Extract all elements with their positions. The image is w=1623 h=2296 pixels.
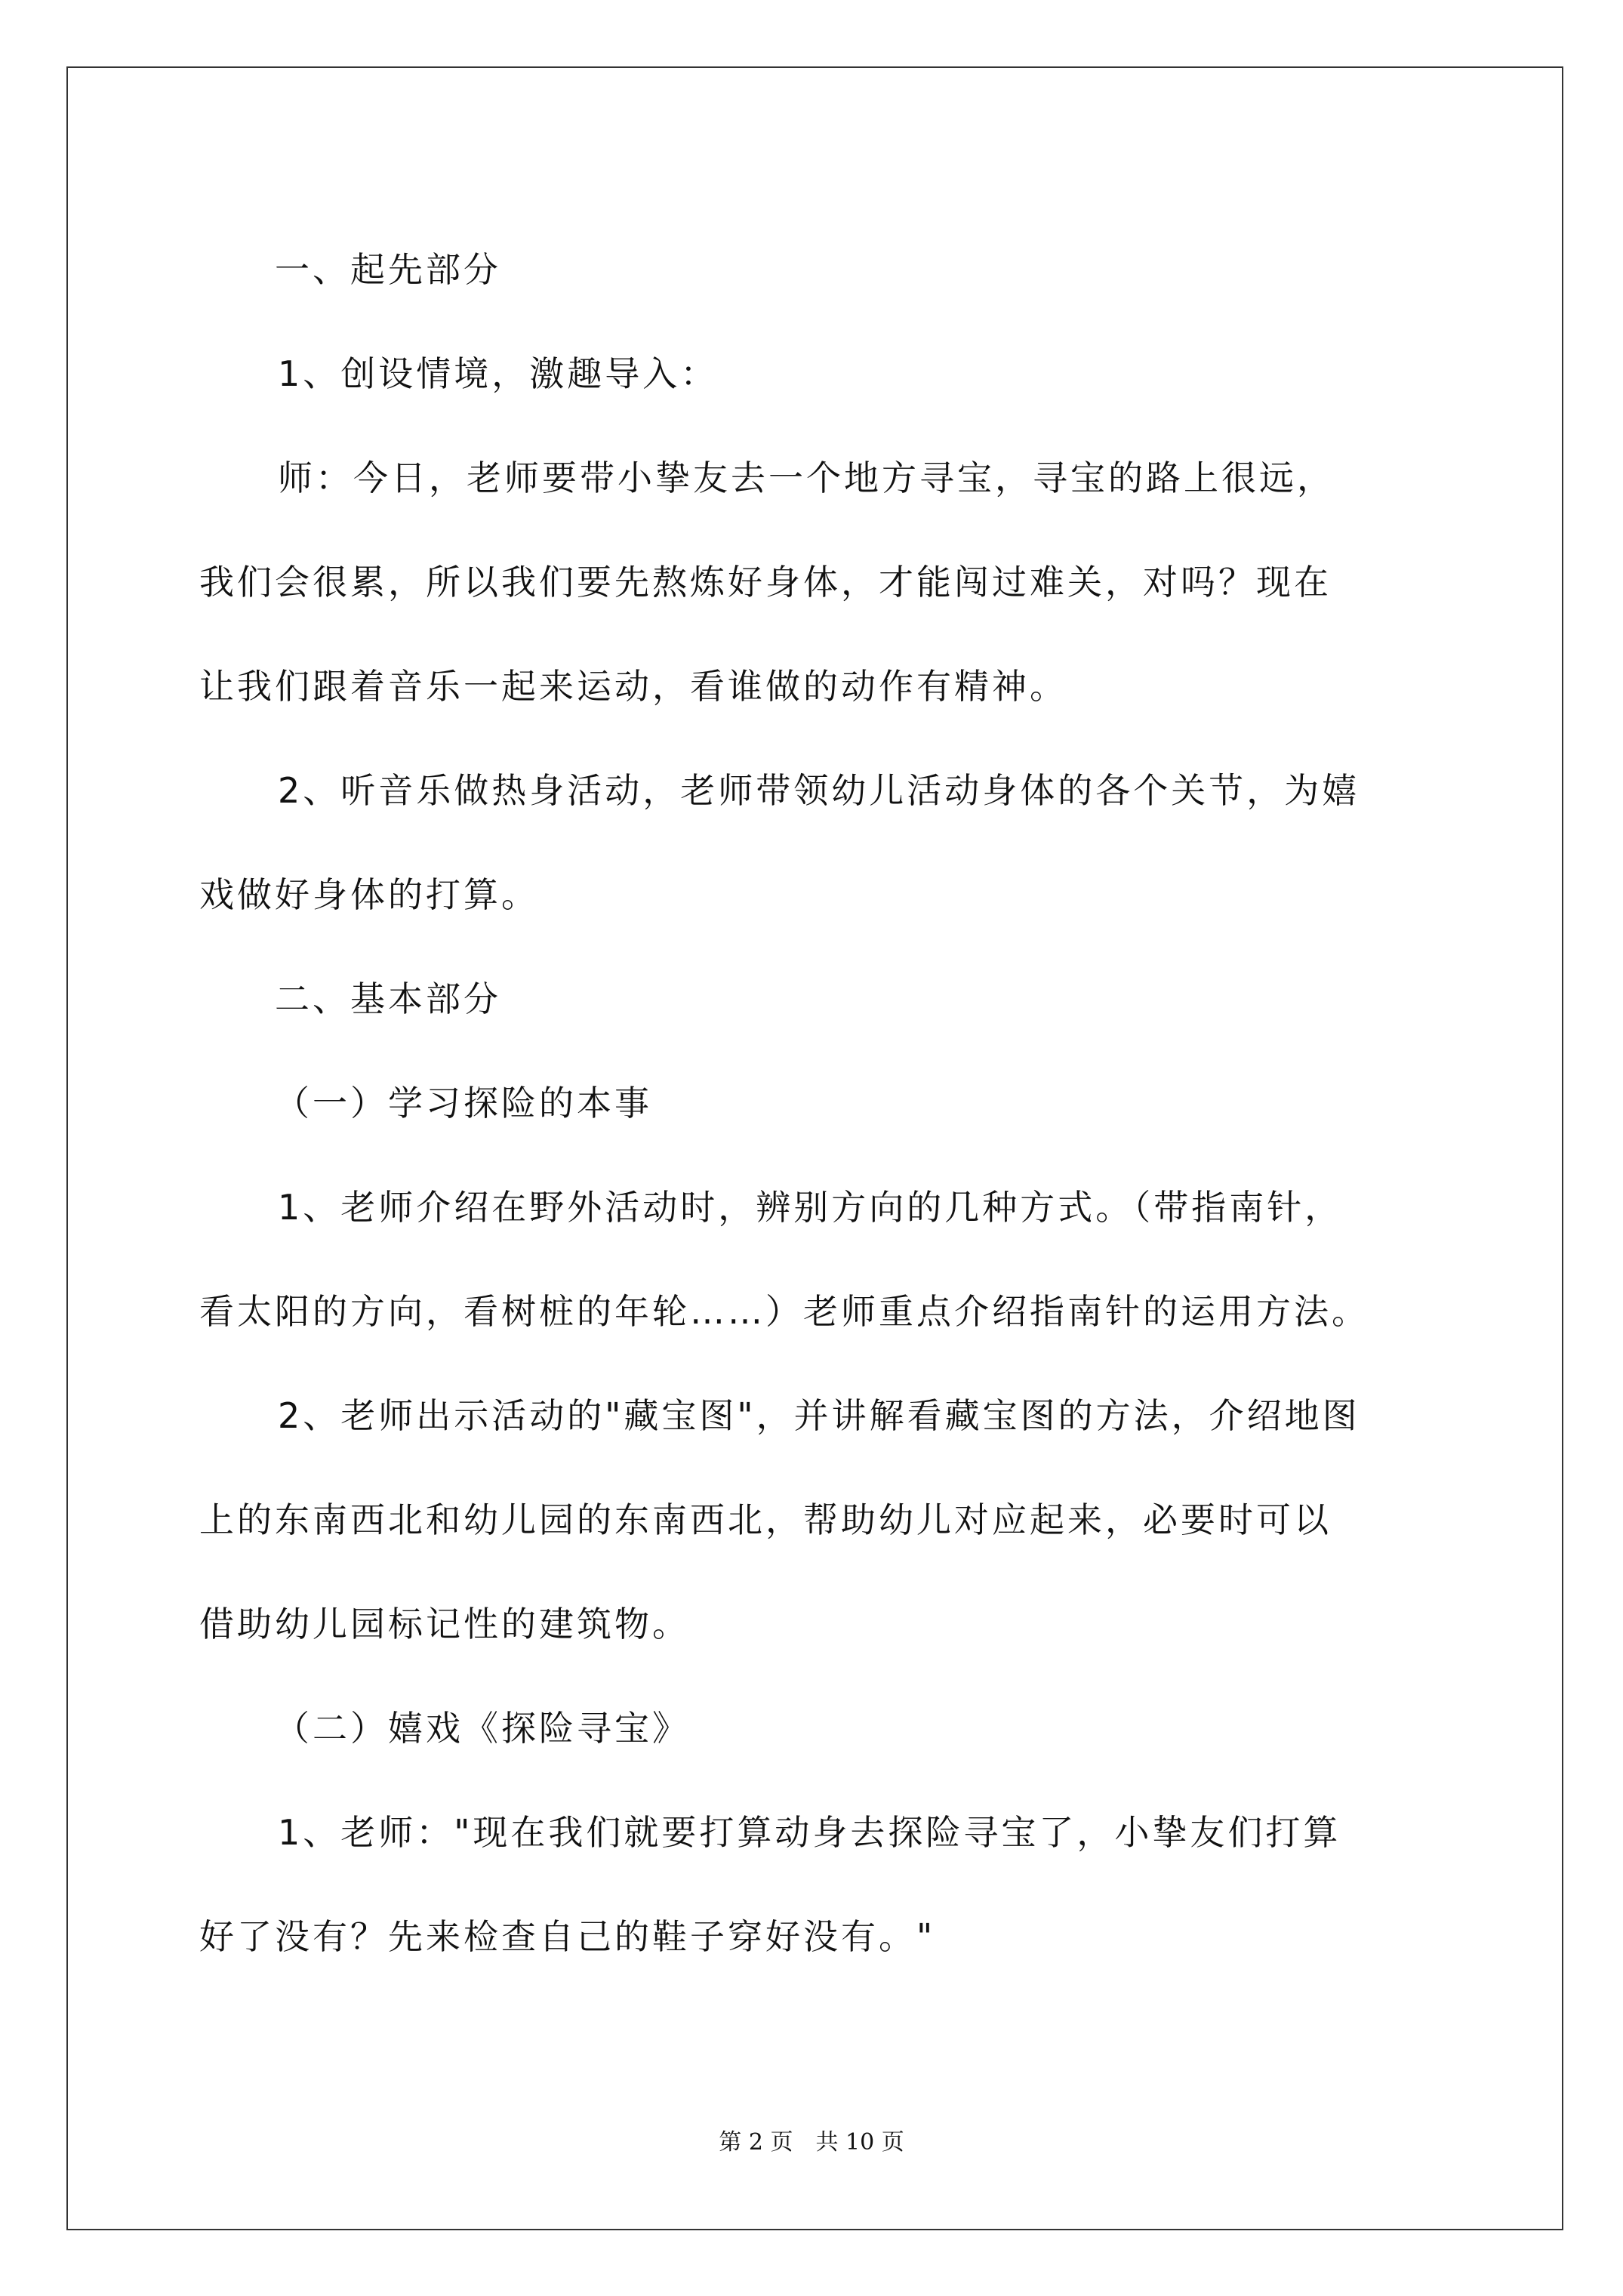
- subsection-heading-2: （二）嬉戏《探险寻宝》: [275, 1708, 690, 1749]
- paragraph-line: 看太阳的方向，看树桩的年轮……）老师重点介绍指南针的运用方法。: [199, 1291, 1369, 1332]
- paragraph-line: 1、老师："现在我们就要打算动身去探险寻宝了，小挚友们打算: [278, 1812, 1341, 1853]
- paragraph-line: 我们会很累，所以我们要先熬炼好身体，才能闯过难关，对吗？现在: [199, 562, 1332, 603]
- paragraph-line: 戏做好身体的打算。: [199, 874, 539, 915]
- paragraph-line: 2、老师出示活动的"藏宝图"，并讲解看藏宝图的方法，介绍地图: [278, 1395, 1360, 1436]
- paragraph-line: 1、创设情境，激趣导入：: [278, 353, 719, 394]
- paragraph-line: 好了没有？先来检查自己的鞋子穿好没有。": [199, 1916, 936, 1957]
- section-heading-1: 一、起先部分: [275, 249, 501, 290]
- paragraph-line: 借助幼儿园标记性的建筑物。: [199, 1604, 690, 1644]
- paragraph-line: 1、老师介绍在野外活动时，辨别方向的几种方式。（带指南针，: [278, 1187, 1343, 1228]
- page-number-footer: 第 2 页 共 10 页: [719, 2129, 904, 2156]
- paragraph-line: 上的东南西北和幼儿园的东南西北，帮助幼儿对应起来，必要时可以: [199, 1499, 1332, 1540]
- section-heading-2: 二、基本部分: [275, 978, 501, 1019]
- paragraph-line: 2、听音乐做热身活动，老师带领幼儿活动身体的各个关节，为嬉: [278, 770, 1360, 811]
- document-body: [199, 217, 1430, 1989]
- paragraph-line: 师：今日，老师要带小挚友去一个地方寻宝，寻宝的路上很远，: [278, 458, 1335, 498]
- subsection-heading-1: （一）学习探险的本事: [275, 1083, 652, 1123]
- paragraph-line: 让我们跟着音乐一起来运动，看谁做的动作有精神。: [199, 666, 1067, 707]
